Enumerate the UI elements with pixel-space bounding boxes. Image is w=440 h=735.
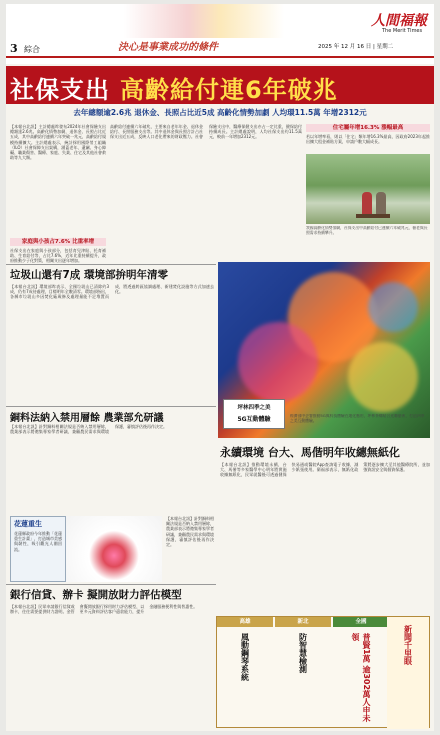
- newspaper-logo: 人間福報: [371, 13, 427, 29]
- subheadline: 去年總額逾2.6兆 退休金、長照占比近5成 高齡化情勢加劇 人均環11.5萬 年增2312元: [73, 108, 367, 117]
- news-radar-title: 新聞千里眼: [403, 625, 413, 665]
- region-head: 全國: [333, 617, 389, 627]
- art-photo-caption-box: [223, 399, 285, 429]
- region-head: 高雄: [217, 617, 273, 627]
- regional-col-kaohsiung: [217, 617, 273, 729]
- housing-box-body: 若以年增率看，則以「住宅」類年增16.3%最高，因政府2023年起推出擴大租金補貼方案，申請戶數大幅成長。: [306, 134, 430, 145]
- article-title: 銀行信貸、辦卡 擬開放財力評估模型: [10, 589, 182, 601]
- article-title: 永續環境 台大、馬偕明年收繐無紙化: [220, 446, 400, 459]
- bench: [356, 214, 390, 218]
- masthead: [6, 4, 434, 64]
- article-body-cont: 【本報台北訊】針對銅料相關法規是否納入禁用層餘，農業部表示將邀集專家學者研議，兼顧農民需求與環境保護，審慎評估後再作決定。: [166, 516, 214, 548]
- decorative-ribbon: [124, 4, 284, 38]
- article-body: 【本報台北訊】針對銅料相關法規是否納入禁用層餘，農業部表示將邀集專家學者研議，兼顧農民需求與環境保護，審慎評估後再作決定。: [10, 424, 167, 435]
- flower-photo: [66, 516, 162, 582]
- person-figure: [362, 192, 372, 216]
- regional-news-block: [216, 616, 430, 728]
- newspaper-logo-en: The Merit Times: [382, 28, 423, 34]
- section-divider: [6, 584, 216, 585]
- headline-part-b: 高齡給付連6年破兆: [120, 76, 338, 104]
- elderly-photo: [306, 154, 430, 224]
- region-title: 普賢1萬 逾302萬人申未領: [351, 633, 371, 723]
- hualien-box-body: 花蓮縣政府今年推動「花蓮重生計畫」，打造城市美感與韌性，吸引觀光人潮回流。: [14, 531, 62, 552]
- art-caption-line1: 坪林四季之美: [237, 405, 271, 411]
- art-photo-note: 經濟部中企署推動5G與科技體驗在地化應用，坪林茶鄉結合光雕藝術，打造四季之美互動體驗。: [290, 414, 425, 423]
- article-title: 銅料法納入禁用層餘 農業部允研議: [10, 413, 164, 424]
- article-body: 【本報台北訊】推動環境永續，台大、馬偕等多家醫學中心明年將實施收據無紙化，民眾就醫後可透過健保快易通或醫院App查詢電子收據，減少紙張使用。衛福部表示，無紙化政策將逐步擴大至其他醫療院所，並加強資訊安全與個資保護。: [220, 462, 430, 478]
- top-story-box-head: 家庭與小孩占7.6% 比重率增: [10, 238, 106, 246]
- elderly-photo-caption: 我國高齡化情勢加劇，社保支出中高齡給付已連續六年破兆元，養老與長照需求持續攀升。: [306, 226, 428, 235]
- person-figure: [376, 192, 386, 216]
- article-body: 【本報台北訊】民眾申請銀行信貸或辦卡，往往需要提供財力證明。金管會擬開放銀行採用財力評估模型，以更多元資料評估客戶還款能力，提升金融服務便利性與普惠性。: [10, 604, 198, 615]
- newspaper-page: [6, 4, 434, 731]
- top-story-box-body: 社保支出在家庭與小孩部分，包括育兒津貼、托育補助、生育給付等，占比7.6%，近年比重持續提升，政府推動少子化對策，相關支出逐年增加。: [10, 248, 106, 264]
- slogan: 決心是事業成功的條件: [118, 42, 218, 53]
- hualien-box-title: 花蓮重生: [14, 520, 42, 528]
- regional-col-newtaipei: [275, 617, 331, 729]
- hualien-box: [10, 516, 66, 582]
- masthead-rule: [6, 56, 434, 58]
- section-name: 綜合: [24, 45, 40, 54]
- top-story-col2: 高齡給付連續六年破兆，主要來自老年年金、退休金給付、長照服務支出等。其中退休金與長照合計占社保支出近五成，反映人口老化帶來的財政壓力。社會保險支出中，醫療保健支出亦占一定比重，健保給付持續成長。主計總處說明，人均社保支出約11.5萬元，較前一年增加2312元。: [110, 124, 302, 140]
- housing-box-head: 住宅屬年增16.3% 漲幅最高: [306, 124, 430, 132]
- region-title: 防智慧檢測: [298, 633, 308, 673]
- article-title: 垃圾山還有7成 環境部拚明年清零: [10, 269, 168, 281]
- regional-col-national: [333, 617, 389, 729]
- issue-date: 2025 年 12 月 16 日 | 星期二: [318, 44, 394, 50]
- light-glow: [348, 342, 418, 412]
- section-divider: [6, 406, 216, 407]
- article-body: 【本報台北訊】環境部昨表示，全國垃圾山已清除約3成，仍有7成待處理，目標明年全數清零。環境部指出，各縣市垃圾山多因焚化廠歲修及處理量能不足堆置而成，將透過跨區協調處理、新建焚化設施等方式加速去化。: [10, 284, 214, 300]
- top-story-col1: 【本報台北訊】主計總處昨發布2024年社會保險支出總額達2.6兆。高齡化情勢加劇，退休金、長照占比近五成，其中高齡給付連續六年突破一兆元，高齡給付規模持續擴大。主計總處表示，統計採用國際勞工組織（ILO）社會保障支出架構，涵蓋老年、遺屬、身心障礙、職業傷害、醫療、家庭、失業、住宅及其他社會救助等九大類。: [10, 124, 106, 161]
- light-glow: [368, 282, 418, 332]
- region-title: 風動鋼琴系統: [240, 633, 250, 681]
- light-glow: [238, 322, 318, 402]
- section-divider: [6, 264, 216, 265]
- headline-banner: [6, 66, 434, 104]
- page-number: 3: [10, 42, 18, 55]
- art-caption-line2: 5G互動體驗: [237, 416, 271, 423]
- headline-part-a: 社保支出: [10, 76, 110, 104]
- news-radar-box: [387, 617, 429, 729]
- region-head: 新北: [275, 617, 331, 627]
